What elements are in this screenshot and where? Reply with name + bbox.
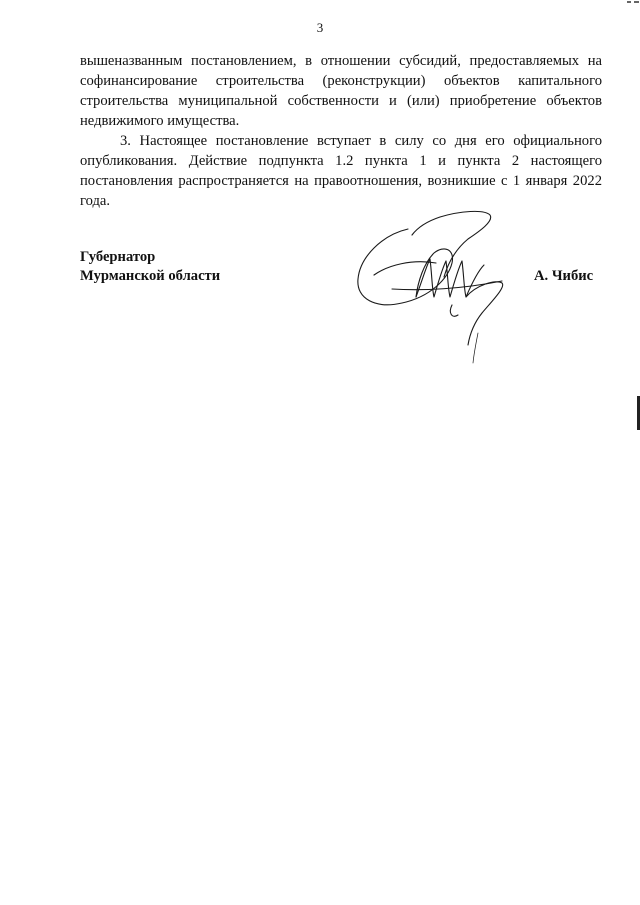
paragraph-3: 3. Настоящее постановление вступает в силу со дня его официального опубликования. Действие подпункта 1.2 пункта 1 и пункта 2 настоящего постановления распространяется на правоотношения, возникшие с 1 января 2022 года. — [80, 133, 602, 209]
signatory-name: А. Чибис — [534, 268, 594, 284]
paragraph-continued: вышеназванным постановлением, в отношении субсидий, предоставляемых на софинансирование строительства (реконструкции) объектов капитального строительства муниципальной собственности и (или) приобретение объектов недвижимого имущества. — [80, 53, 602, 129]
document-body — [80, 51, 602, 211]
signatory-title — [80, 248, 220, 286]
scan-edge-mark-top — [626, 0, 640, 4]
page-number: 3 — [316, 20, 324, 35]
handwritten-signature — [352, 205, 522, 365]
signatory-title-line-1: Губернатор — [80, 249, 156, 265]
signatory-title-line-2: Мурманской области — [80, 268, 221, 284]
